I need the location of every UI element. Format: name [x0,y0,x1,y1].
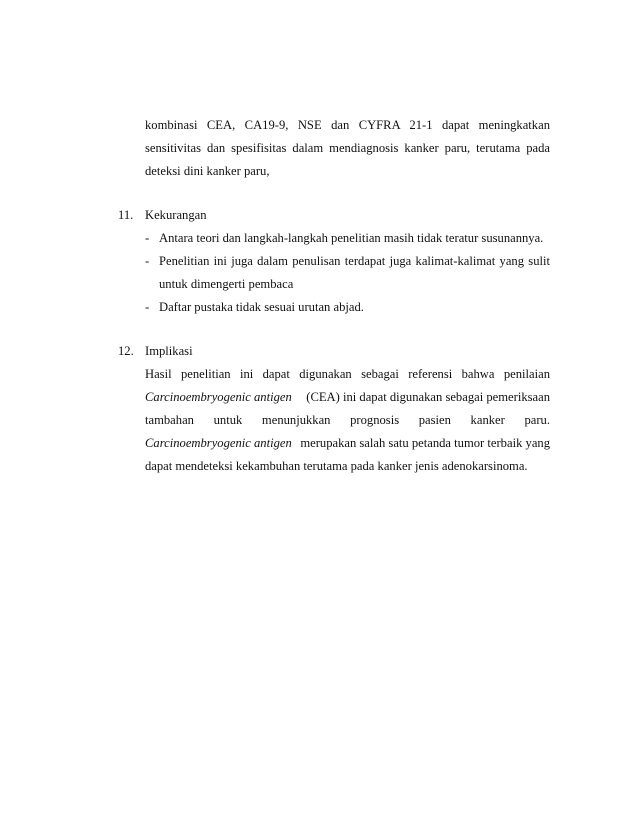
section-12-heading: Implikasi [145,344,193,358]
implikasi-line-2-rest: (CEA) ini dapat digunakan sebagai pemeriksaan [306,390,550,404]
kekurangan-item-2-line-1: Penelitian ini juga dalam penulisan terdapat juga kalimat-kalimat yang sulit [159,254,550,268]
section-12-number: 12. [118,344,134,358]
intro-line-2: sensitivitas dan spesifisitas dalam mendiagnosis kanker paru, terutama pada [145,141,550,155]
bullet-dash: - [145,300,150,314]
section-11-heading: Kekurangan [145,208,207,222]
implikasi-line-2 [145,389,550,405]
intro-line-1: kombinasi CEA, CA19-9, NSE dan CYFRA 21-1 dapat meningkatkan [145,118,550,132]
implikasi-line-4 [145,435,550,451]
section-11-number: 11. [118,208,134,222]
intro-line-3: deteksi dini kanker paru, [145,164,270,178]
kekurangan-item-1: Antara teori dan langkah-langkah penelitian masih tidak teratur susunannya. [159,231,544,245]
implikasi-term-italic: Carcinoembryogenic antigen [145,436,292,450]
implikasi-line-1: Hasil penelitian ini dapat digunakan sebagai referensi bahwa penilaian [145,367,550,381]
bullet-dash: - [145,254,150,268]
kekurangan-item-3: Daftar pustaka tidak sesuai urutan abjad. [159,300,364,314]
bullet-dash: - [145,231,150,245]
implikasi-line-4-rest: merupakan salah satu petanda tumor terbaik yang [300,436,550,450]
implikasi-line-5: dapat mendeteksi kekambuhan terutama pada kanker jenis adenokarsinoma. [145,459,528,473]
kekurangan-item-2-line-2: untuk dimengerti pembaca [159,277,294,291]
implikasi-line-3: tambahan untuk menunjukkan prognosis pasien kanker paru. [145,413,550,427]
implikasi-term-italic: Carcinoembryogenic antigen [145,390,292,404]
